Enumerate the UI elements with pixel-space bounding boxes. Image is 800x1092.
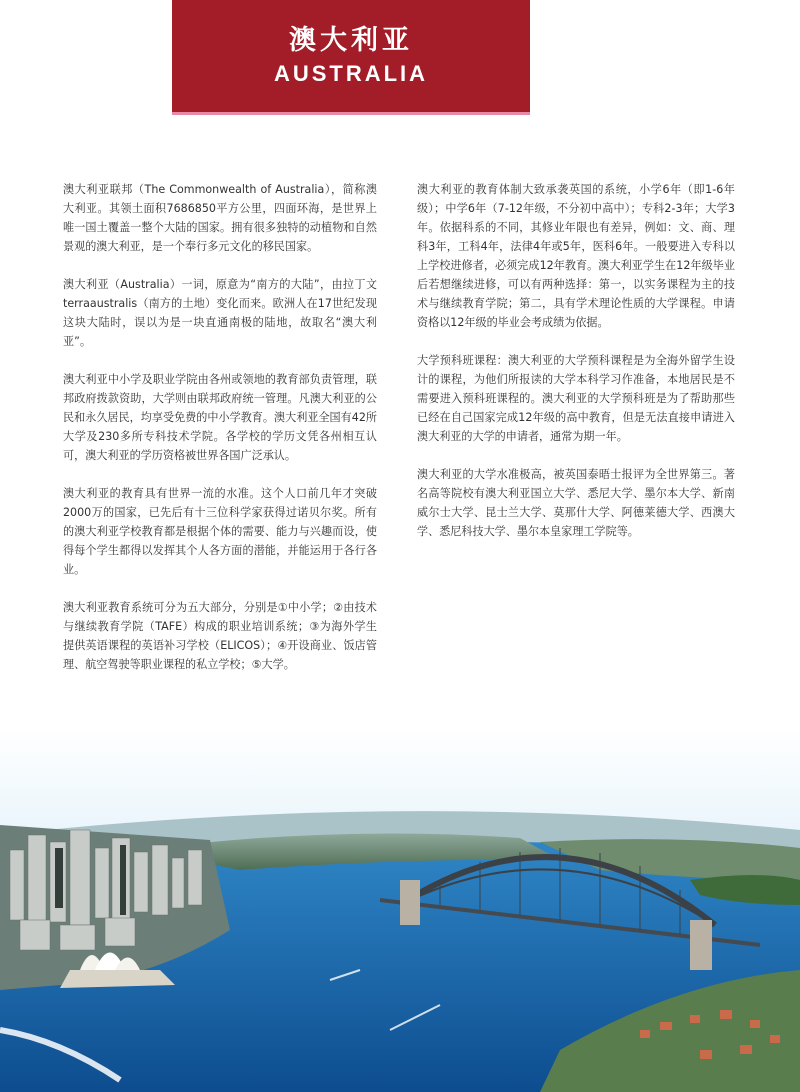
paragraph: 澳大利亚教育系统可分为五大部分，分别是①中小学；②由技术与继续教育学院（TAFE）构成的职业培训系统；③为海外学生提供英语课程的英语补习学校（ELICOS）；④开设商业、饭店管理、航空驾驶等职业课程的私立学校；⑤大学。 — [63, 601, 377, 671]
paragraph: 澳大利亚联邦（The Commonwealth of Australia），简称澳大利亚。其领土面积7686850平方公里，四面环海，是世界上唯一国土覆盖一整个大陆的国家。拥有很多独特的动植物和自然景观的澳大利亚，是一个奉行多元文化的移民国家。 — [63, 183, 377, 253]
left-text-column — [63, 180, 377, 693]
paragraph: 大学预科班课程：澳大利亚的大学预科课程是为全海外留学生设计的课程，为他们所报读的大学本科学习作准备，本地居民是不需要进入预科班课程的。澳大利亚的大学预科班是为了帮助那些已经在自己国家完成12年级的高中教育，但是无法直接申请进入澳大利亚的大学的申请者，通常为期一年。 — [417, 354, 735, 443]
right-text-column — [417, 180, 735, 560]
paragraph: 澳大利亚的教育具有世界一流的水准。这个人口前几年才突破2000万的国家，已先后有十三位科学家获得过诺贝尔奖。所有的澳大利亚学校教育都是根据个体的需要、能力与兴趣而设，使得每个学生都得以发挥其个人各方面的潜能，并能运用于各行各业。 — [63, 487, 377, 576]
sydney-harbour-photo — [0, 730, 800, 1092]
paragraph: 澳大利亚的教育体制大致承袭英国的系统，小学6年（即1-6年级）；中学6年（7-12年级，不分初中高中）；专科2-3年；大学3年。依据科系的不同，其修业年限也有差异，例如：文、商、理科3年，工科4年，法律4年或5年，医科6年。一般要进入专科以上学校进修者，必须完成12年教育。澳大利亚学生在12年级毕业后若想继续进修，可以有两种选择：第一，以实务课程为主的技术与继续教育学院；第二，具有学术理论性质的大学课程。申请资格以12年级的毕业会考成绩为依据。 — [417, 183, 735, 329]
paragraph: 澳大利亚（Australia）一词，原意为“南方的大陆”，由拉丁文terraaustralis（南方的土地）变化而来。欧洲人在17世纪发现这块大陆时，误以为是一块直通南极的陆地，故取名“澳大利亚”。 — [63, 278, 377, 348]
page-title-chinese: 澳大利亚 — [289, 25, 413, 56]
paragraph: 澳大利亚的大学水准极高，被英国泰晤士报评为全世界第三。著名高等院校有澳大利亚国立大学、悉尼大学、墨尔本大学、新南威尔士大学、昆士兰大学、莫那什大学、阿德莱德大学、西澳大学、悉尼科技大学、墨尔本皇家理工学院等。 — [417, 468, 735, 538]
paragraph: 澳大利亚中小学及职业学院由各州或领地的教育部负责管理，联邦政府拨款资助，大学则由联邦政府统一管理。凡澳大利亚的公民和永久居民，均享受免费的中小学教育。澳大利亚全国有42所大学及230多所专科技术学院。各学校的学历文凭各州相互认可，澳大利亚的学历资格被世界各国广泛承认。 — [63, 373, 377, 462]
page-title-english: AUSTRALIA — [273, 61, 429, 86]
header-accent-line — [172, 112, 530, 115]
